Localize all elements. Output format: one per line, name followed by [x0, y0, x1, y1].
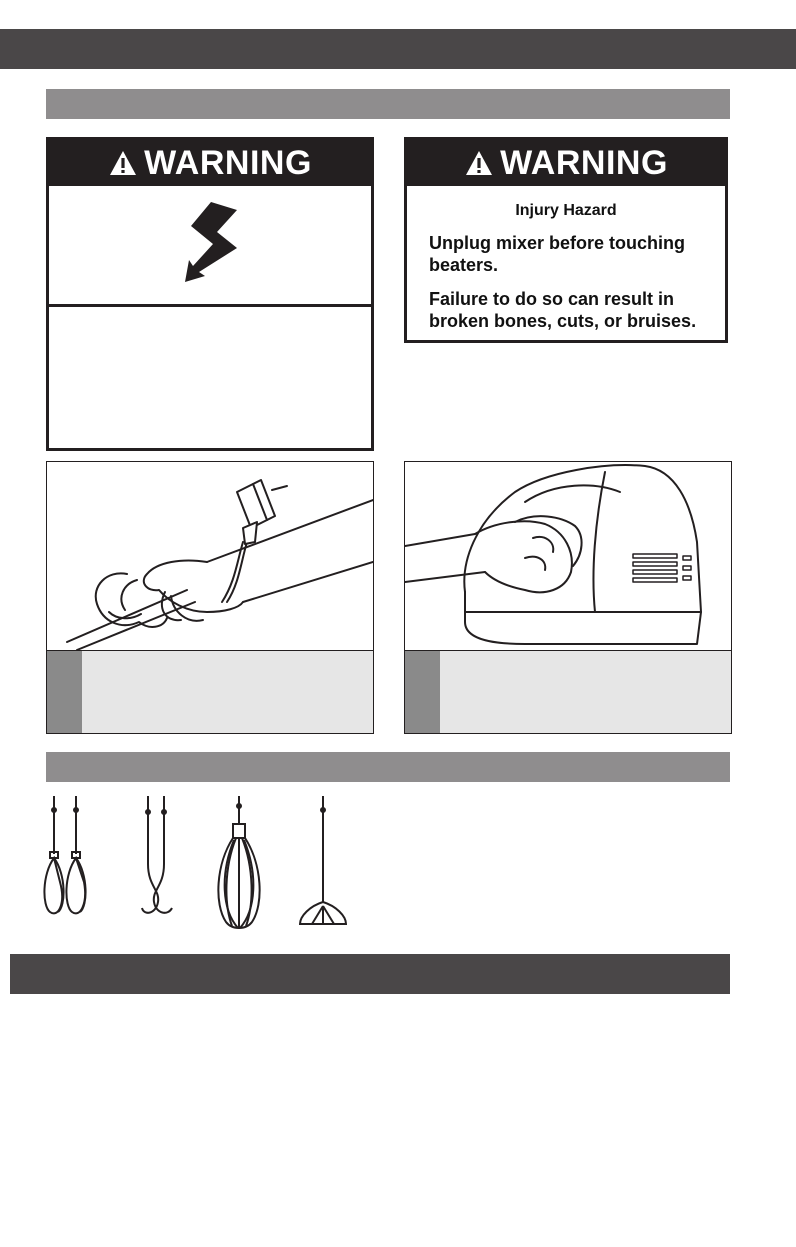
- subsection-bar-top: [46, 89, 730, 119]
- subsection-bar-accessories: [46, 752, 730, 782]
- hand-cloth-cord-illustration: [47, 462, 373, 652]
- hand-cloth-mixer-illustration: [405, 462, 731, 652]
- top-section-bar: [0, 29, 796, 69]
- step-caption-area: [47, 650, 373, 733]
- hazard-name: Injury Hazard: [515, 202, 617, 219]
- warning-title: WARNING: [500, 143, 668, 182]
- warning-title: WARNING: [144, 143, 312, 182]
- blender-rod-icon: [296, 794, 350, 934]
- warning-header: [407, 140, 725, 186]
- hazard-instruction: Unplug mixer before touching beaters.: [429, 233, 686, 275]
- warning-triangle-icon: [108, 149, 138, 177]
- hazard-consequence: Failure to do so can result in broken bones, cuts, or bruises.: [429, 289, 697, 331]
- warning-box-electrical: [46, 137, 374, 451]
- warning-divider: [49, 304, 371, 307]
- dough-hooks-icon: [136, 794, 180, 920]
- step-number-block: [47, 651, 82, 733]
- beaters-icon: [40, 794, 90, 920]
- illustration-clean-beater: [46, 461, 374, 734]
- electrical-shock-icon: [181, 200, 243, 284]
- illustration-wipe-mixer: [404, 461, 732, 734]
- step-number-block: [405, 651, 440, 733]
- bottom-section-bar: [10, 954, 730, 994]
- whisk-icon: [212, 794, 266, 934]
- warning-header: [49, 140, 371, 186]
- shock-icon-area: [49, 186, 371, 304]
- warning-box-injury: [404, 137, 728, 343]
- warning-triangle-icon: [464, 149, 494, 177]
- step-caption-area: [405, 650, 731, 733]
